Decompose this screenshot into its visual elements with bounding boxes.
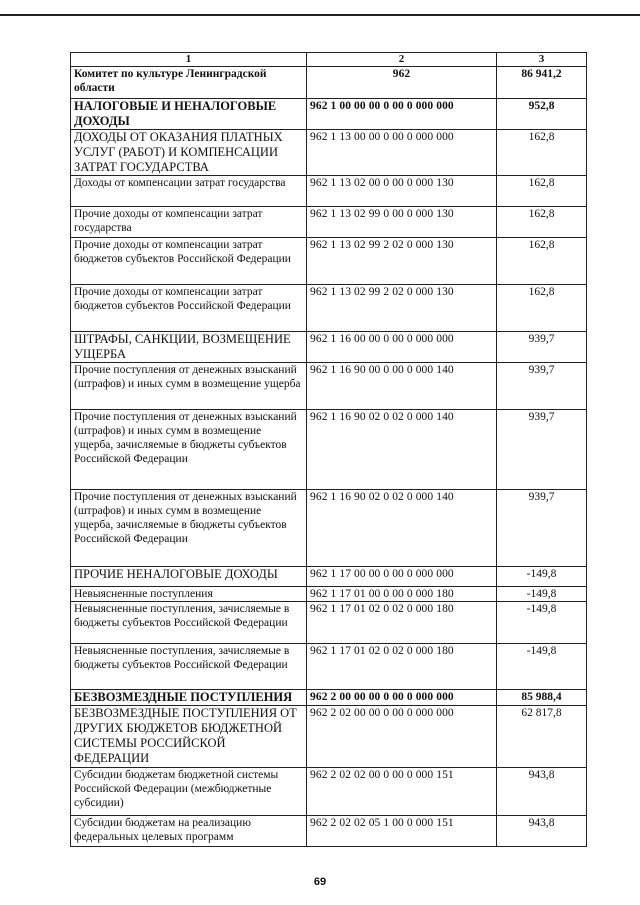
row-code: 962 2 02 02 05 1 00 0 000 151 xyxy=(307,816,497,847)
row-amount: 162,8 xyxy=(497,130,587,176)
page-number: 69 xyxy=(313,876,327,888)
table-row xyxy=(71,99,587,130)
row-name: Прочие доходы от компенсации затрат бюджетов субъектов Российской Федерации xyxy=(71,238,307,285)
row-name: БЕЗВОЗМЕЗДНЫЕ ПОСТУПЛЕНИЯ xyxy=(71,690,307,706)
column-header-2: 2 xyxy=(307,53,497,67)
row-name: ДОХОДЫ ОТ ОКАЗАНИЯ ПЛАТНЫХ УСЛУГ (РАБОТ) И КОМПЕНСАЦИИ ЗАТРАТ ГОСУДАРСТВА xyxy=(71,130,307,176)
table-row xyxy=(71,644,587,690)
row-name: ШТРАФЫ, САНКЦИИ, ВОЗМЕЩЕНИЕ УЩЕРБА xyxy=(71,332,307,363)
row-name: ПРОЧИЕ НЕНАЛОГОВЫЕ ДОХОДЫ xyxy=(71,567,307,587)
row-amount: -149,8 xyxy=(497,644,587,690)
row-amount: 939,7 xyxy=(497,332,587,363)
table-row xyxy=(71,768,587,816)
table-row xyxy=(71,67,587,99)
table-row xyxy=(71,207,587,238)
row-code: 962 2 00 00 00 0 00 0 000 000 xyxy=(307,690,497,706)
row-code: 962 1 17 01 02 0 02 0 000 180 xyxy=(307,602,497,644)
row-code: 962 1 13 02 99 2 02 0 000 130 xyxy=(307,238,497,285)
row-amount: 943,8 xyxy=(497,768,587,816)
row-code: 962 1 13 00 00 0 00 0 000 000 xyxy=(307,130,497,176)
table-row xyxy=(71,587,587,602)
row-amount: 62 817,8 xyxy=(497,706,587,768)
row-code: 962 1 13 02 99 0 00 0 000 130 xyxy=(307,207,497,238)
table-row xyxy=(71,567,587,587)
header-row xyxy=(71,53,587,67)
row-code: 962 1 13 02 00 0 00 0 000 130 xyxy=(307,176,497,207)
row-name: Прочие поступления от денежных взысканий (штрафов) и иных сумм в возмещение ущерба xyxy=(71,363,307,410)
table-row xyxy=(71,363,587,410)
table-row xyxy=(71,706,587,768)
table-row xyxy=(71,602,587,644)
table-row xyxy=(71,332,587,363)
column-header-3: 3 xyxy=(497,53,587,67)
row-name: Прочие доходы от компенсации затрат государства xyxy=(71,207,307,238)
row-name: БЕЗВОЗМЕЗДНЫЕ ПОСТУПЛЕНИЯ ОТ ДРУГИХ БЮДЖЕТОВ БЮДЖЕТНОЙ СИСТЕМЫ РОССИЙСКОЙ ФЕДЕРАЦИИ xyxy=(71,706,307,768)
row-name: Доходы от компенсации затрат государства xyxy=(71,176,307,207)
row-amount: 162,8 xyxy=(497,238,587,285)
row-amount: 162,8 xyxy=(497,285,587,332)
table-row xyxy=(71,130,587,176)
row-name: Прочие доходы от компенсации затрат бюджетов субъектов Российской Федерации xyxy=(71,285,307,332)
row-code: 962 1 16 00 00 0 00 0 000 000 xyxy=(307,332,497,363)
row-code: 962 2 02 02 00 0 00 0 000 151 xyxy=(307,768,497,816)
row-name: Субсидии бюджетам бюджетной системы Российской Федерации (межбюджетные субсидии) xyxy=(71,768,307,816)
row-amount: 943,8 xyxy=(497,816,587,847)
row-code: 962 1 17 00 00 0 00 0 000 000 xyxy=(307,567,497,587)
row-amount: 952,8 xyxy=(497,99,587,130)
row-amount: 939,7 xyxy=(497,363,587,410)
table-row xyxy=(71,816,587,847)
row-code: 962 1 16 90 02 0 02 0 000 140 xyxy=(307,410,497,490)
row-code: 962 2 02 00 00 0 00 0 000 000 xyxy=(307,706,497,768)
row-code: 962 1 17 01 02 0 02 0 000 180 xyxy=(307,644,497,690)
row-name: Комитет по культуре Ленинградской области xyxy=(71,67,307,99)
row-name: Прочие поступления от денежных взысканий (штрафов) и иных сумм в возмещение ущерба, зачисляемые в бюджеты субъектов Российской Федерации xyxy=(71,490,307,567)
row-amount: 162,8 xyxy=(497,176,587,207)
row-amount: -149,8 xyxy=(497,567,587,587)
row-name: Невыясненные поступления xyxy=(71,587,307,602)
row-code: 962 xyxy=(307,67,497,99)
column-header-1: 1 xyxy=(71,53,307,67)
row-name: Субсидии бюджетам на реализацию федеральных целевых программ xyxy=(71,816,307,847)
table-row xyxy=(71,176,587,207)
row-name: Невыясненные поступления, зачисляемые в бюджеты субъектов Российской Федерации xyxy=(71,602,307,644)
table-row xyxy=(71,490,587,567)
revenue-table xyxy=(70,52,587,847)
row-amount: 85 988,4 xyxy=(497,690,587,706)
row-amount: 939,7 xyxy=(497,410,587,490)
row-name: НАЛОГОВЫЕ И НЕНАЛОГОВЫЕ ДОХОДЫ xyxy=(71,99,307,130)
row-amount: 939,7 xyxy=(497,490,587,567)
table-row xyxy=(71,285,587,332)
top-rule xyxy=(0,14,640,16)
table-row xyxy=(71,238,587,285)
row-amount: -149,8 xyxy=(497,587,587,602)
row-amount: 162,8 xyxy=(497,207,587,238)
row-amount: 86 941,2 xyxy=(497,67,587,99)
row-amount: -149,8 xyxy=(497,602,587,644)
row-code: 962 1 16 90 02 0 02 0 000 140 xyxy=(307,490,497,567)
table-row xyxy=(71,410,587,490)
row-code: 962 1 16 90 00 0 00 0 000 140 xyxy=(307,363,497,410)
row-name: Невыясненные поступления, зачисляемые в бюджеты субъектов Российской Федерации xyxy=(71,644,307,690)
row-code: 962 1 00 00 00 0 00 0 000 000 xyxy=(307,99,497,130)
row-name: Прочие поступления от денежных взысканий (штрафов) и иных сумм в возмещение ущерба, зачисляемые в бюджеты субъектов Российской Федерации xyxy=(71,410,307,490)
row-code: 962 1 13 02 99 2 02 0 000 130 xyxy=(307,285,497,332)
row-code: 962 1 17 01 00 0 00 0 000 180 xyxy=(307,587,497,602)
table-row xyxy=(71,690,587,706)
